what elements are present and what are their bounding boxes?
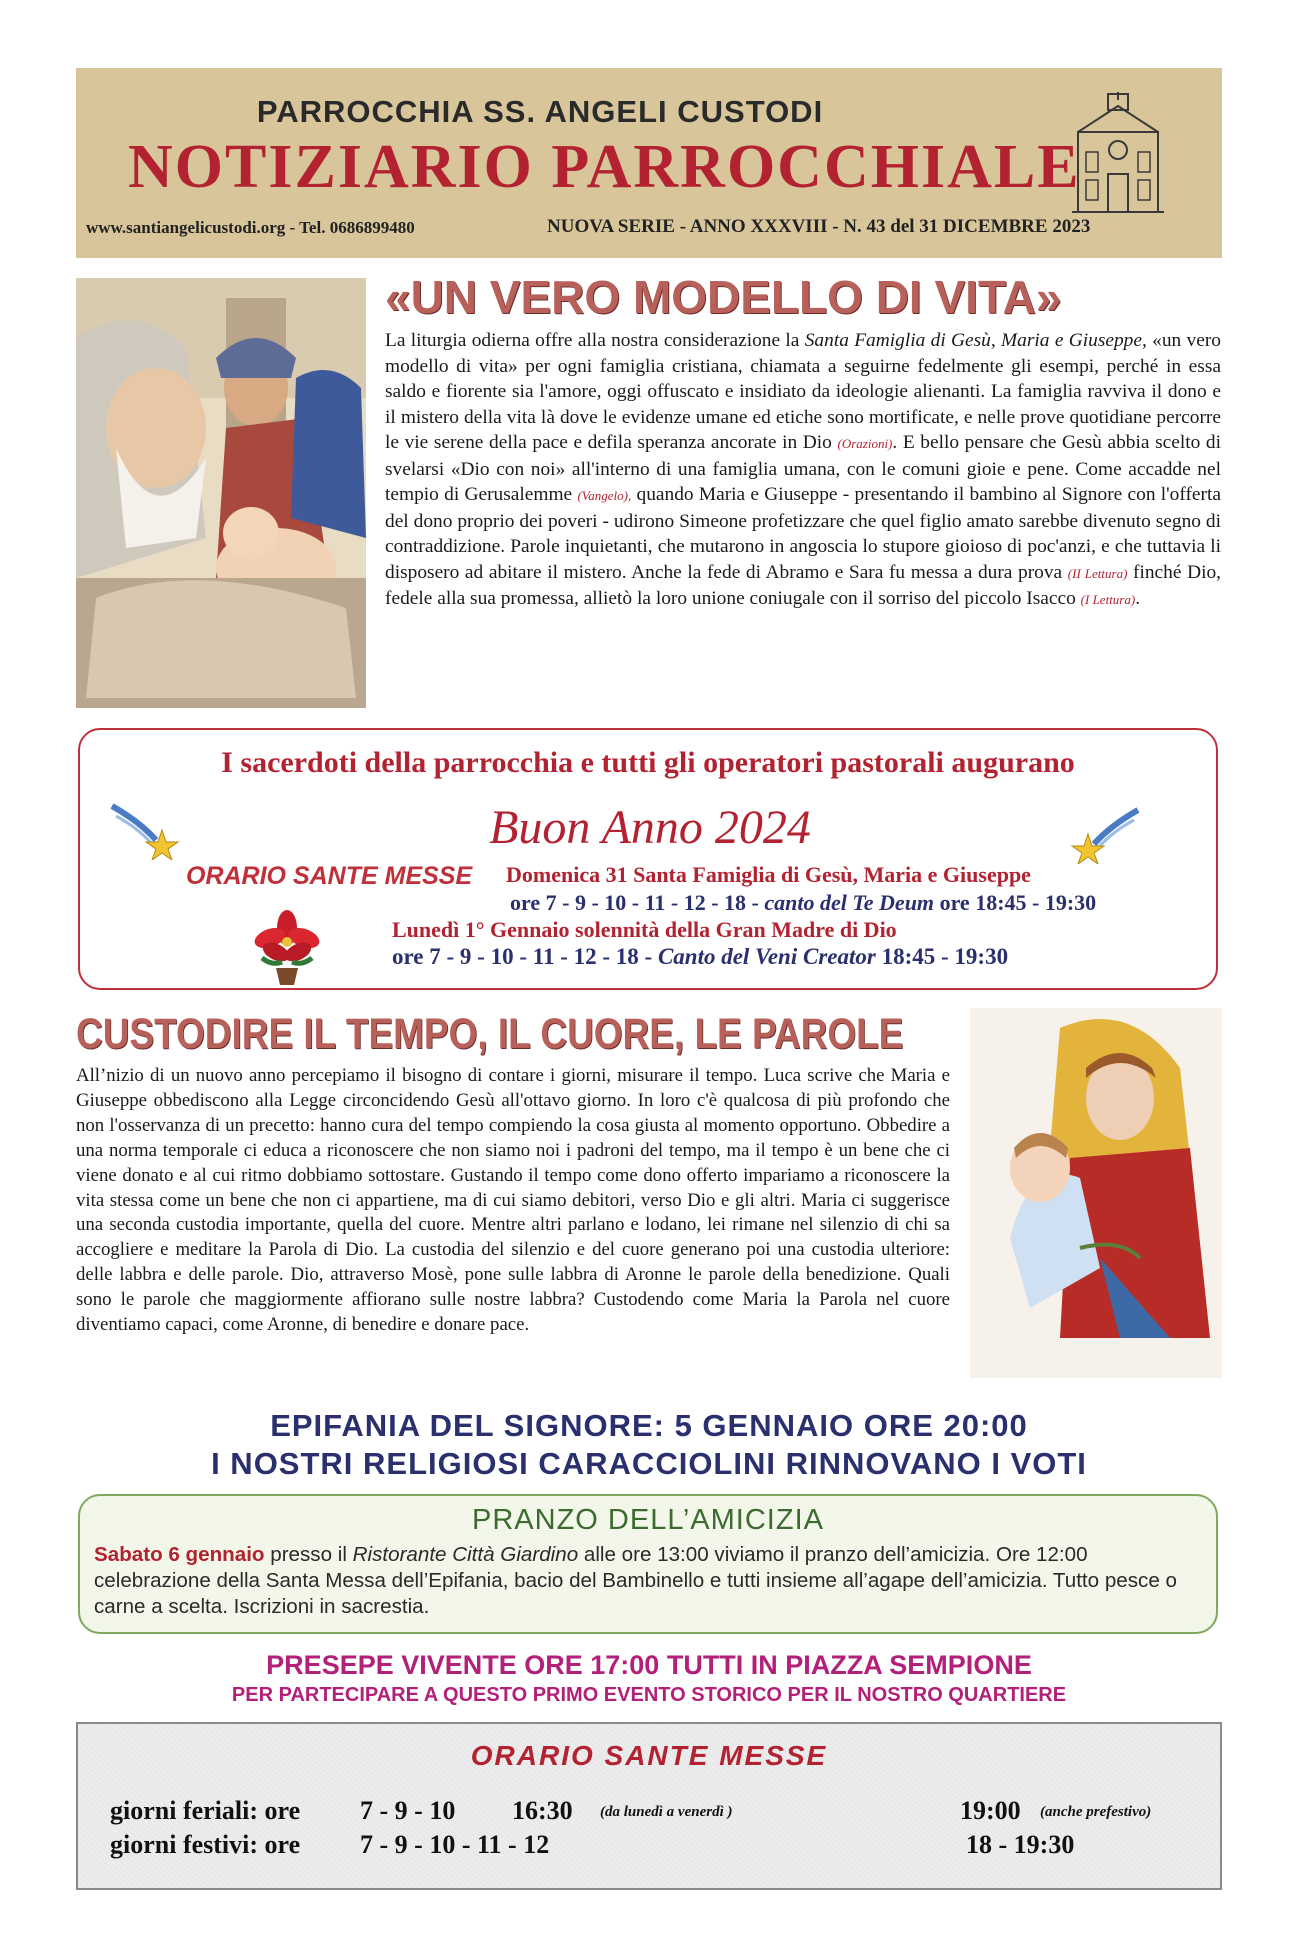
sunday-times: ore 7 - 9 - 10 - 11 - 12 - 18 - canto del Te Deum ore 18:45 - 19:30 (510, 890, 1097, 915)
comet-star-icon (110, 802, 180, 860)
article-title: CUSTODIRE IL TEMPO, IL CUORE, LE PAROLE (76, 1010, 904, 1058)
lunch-title: PRANZO DELL’AMICIZIA (472, 1504, 824, 1536)
new-year-wish: Buon Anno 2024 (489, 801, 811, 854)
weekday-pm: 16:30 (512, 1796, 573, 1825)
holy-family-illustration (76, 278, 366, 708)
mass-schedule-label: ORARIO SANTE MESSE (186, 862, 473, 890)
holiday-label: giorni festivi: ore (110, 1830, 301, 1859)
comet-star-icon (1070, 806, 1140, 864)
epiphany-line: EPIFANIA DEL SIGNORE: 5 GENNAIO ORE 20:00 (270, 1408, 1028, 1443)
holiday-times: 7 - 9 - 10 - 11 - 12 (360, 1830, 550, 1859)
website-phone: www.santiangelicustodi.org - Tel. 0686899480 (86, 218, 415, 237)
article-body: La liturgia odierna offre alla nostra considerazione la Santa Famiglia di Gesù, Maria e Giuseppe, «un vero modello di vita» per ogni famiglia cristiana, chiamata a seguirne fedelmente gli esempi, perché in essa saldo e fiorente sia l'amore, oggi offuscato e insidiato da ideologie alienanti. La famiglia ravviva il dono e il mistero della vita là dove le evidenze umane ed etiche sono mortificate, e nelle prove quotidiane percorre le vie serene della pace e defila speranza ancorate in Dio (Orazioni). E bello pensare che Gesù abbia scelto di svelarsi «Dio con noi» all'interno di una famiglia umana, con le comuni gioie e pene. Come accadde nel tempio di Gerusalemme (Vangelo), quando Maria e Giuseppe - presentando il bambino al Signore con l'offerta del dono proprio dei poveri - udirono Simeone profetizzare che quel figlio amato sarebbe divenuto segno di contraddizione. Parole inquietanti, che mutarono in angoscia lo stupore gioioso di poc'anzi, e che tuttavia li disposero ad abitare il mistero. Anche la fede di Abramo e Sara fu messa a dura prova (II Lettura) finché Dio, fedele alla sua promessa, allietò la loro unione coniugale con il sorriso del piccolo Isacco (I Lettura). (385, 330, 1222, 609)
holiday-evening-times: 18 - 19:30 (966, 1830, 1075, 1859)
issue-info: NUOVA SERIE - ANNO XXXVIII - N. 43 del 31 DICEMBRE 2023 (547, 216, 1091, 237)
nativity-line: PRESEPE VIVENTE ORE 17:00 TUTTI IN PIAZZA SEMPIONE (266, 1650, 1032, 1680)
sunday-feast: Domenica 31 Santa Famiglia di Gesù, Maria e Giuseppe (506, 862, 1031, 887)
vows-line: I NOSTRI RELIGIOSI CARACCIOLINI RINNOVANO I VOTI (211, 1446, 1087, 1481)
greeting-line: I sacerdoti della parrocchia e tutti gli operatori pastorali augurano (221, 746, 1075, 779)
article-body: All’nizio di un nuovo anno percepiamo il bisogno di contare i giorni, misurare il tempo. Luca scrive che Maria e Giuseppe obbediscono alla Legge circoncidendo Gesù all'ottavo giorno. In loro c'è qualcosa di più profondo che non l'osservanza di un precetto: hanno cura del tempo compiendo la cosa giusta al momento opportuno. Obbedire a una norma temporale ci educa a riconoscere che non siamo noi i padroni del tempo, ma il tempo è un bene che ci viene donato e al cui ritmo dobbiamo sottostare. Gustando il tempo come dono offerto impariamo a riconoscere la vita stessa come un bene che non ci appartiene, ma di cui siamo debitori, verso Dio e gli altri. Maria ci suggerisce una seconda custodia importante, quella del cuore. Mentre altri parlano e lodano, lei rimane nel silenzio di chi sa accogliere e meditare la Parola di Dio. La custodia del silenzio e del cuore generano poi una custodia ulteriore: delle labbra e delle parole. Dio, attraverso Mosè, pone sulle labbra di Aronne le parole della benedizione. Quali sono le parole che maggiormente affiorano sulle nostre labbra? Custodendo come Maria la Parola nel cuore diventiamo capaci, come Aronne, di benedire e donare pace. (76, 1065, 950, 1336)
monday-feast: Lunedì 1° Gennaio solennità della Gran Madre di Dio (392, 917, 897, 942)
evening-note: (anche prefestivo) (1040, 1804, 1152, 1820)
weekday-times: 7 - 9 - 10 (360, 1796, 456, 1825)
newsletter-title: NOTIZIARIO PARROCCHIALE (128, 133, 1081, 201)
parish-name: PARROCCHIA SS. ANGELI CUSTODI (256, 94, 824, 129)
article-title: «UN VERO MODELLO DI VITA» (385, 271, 1062, 323)
mass-schedule-title: ORARIO SANTE MESSE (470, 1740, 828, 1771)
church-icon (1068, 92, 1168, 216)
nativity-subline: PER PARTECIPARE A QUESTO PRIMO EVENTO STORICO PER IL NOSTRO QUARTIERE (231, 1684, 1067, 1706)
weekday-note: (da lunedì a venerdì ) (600, 1804, 733, 1820)
madonna-child-illustration (970, 1008, 1222, 1378)
lunch-text: Sabato 6 gennaio presso il Ristorante Città Giardino alle ore 13:00 viviamo il pranzo dell’amicizia. Ore 12:00 celebrazione della Santa Messa dell’Epifania, bacio del Bambinello e tutti insieme all’agape dell’amicizia. Tutto pesce o carne a scelta. Iscrizioni in sacrestia. (94, 1543, 1177, 1618)
evening-time: 19:00 (960, 1796, 1021, 1825)
weekday-label: giorni feriali: ore (110, 1796, 301, 1825)
monday-times: ore 7 - 9 - 10 - 11 - 12 - 18 - Canto del Veni Creator 18:45 - 19:30 (392, 944, 1009, 969)
poinsettia-icon (252, 906, 322, 986)
